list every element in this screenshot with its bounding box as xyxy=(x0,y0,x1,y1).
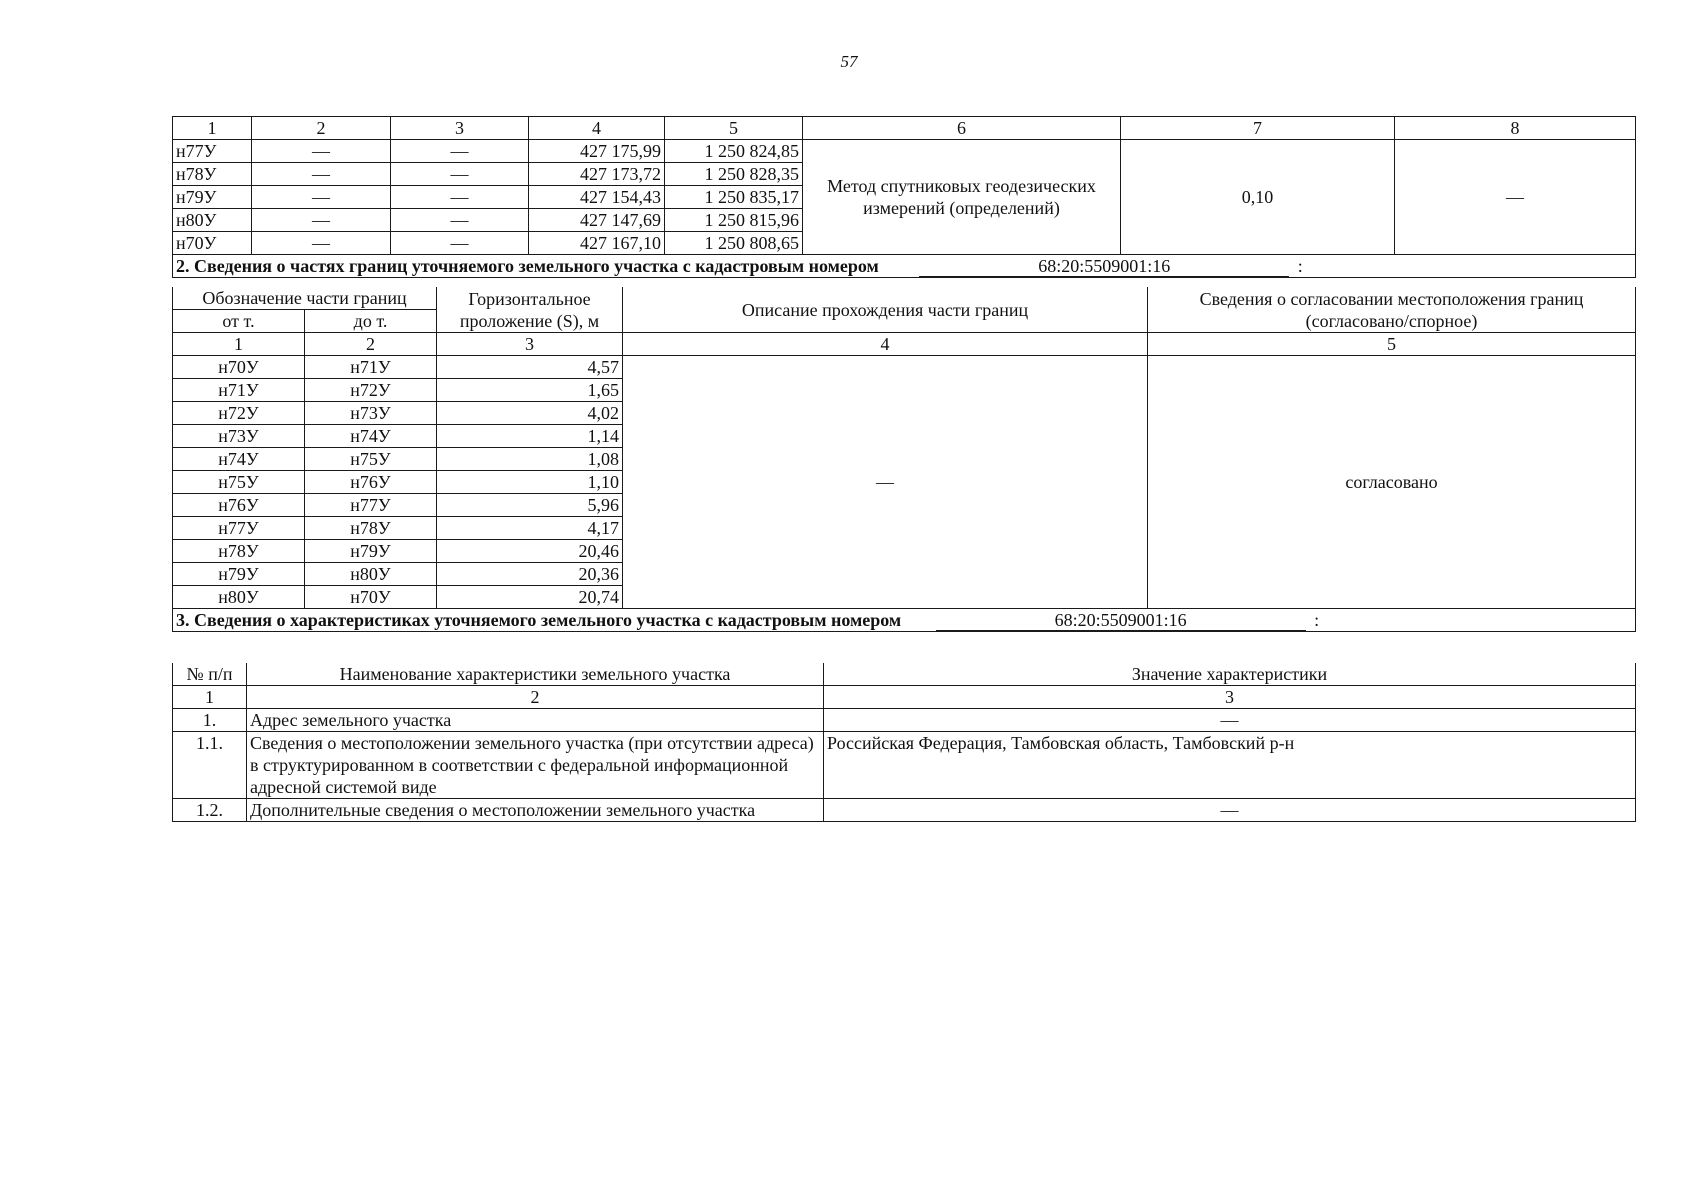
section-title-row xyxy=(173,255,1636,278)
col-num: 5 xyxy=(665,117,803,140)
col-num: 8 xyxy=(1395,117,1636,140)
distance: 5,96 xyxy=(437,494,623,517)
agreement-value: согласовано xyxy=(1148,356,1636,609)
cell-dash: — xyxy=(252,163,391,186)
section3-cadastral-number: 68:20:5509001:16 xyxy=(936,610,1306,631)
table-row xyxy=(173,709,1636,732)
cell-dash: — xyxy=(391,186,529,209)
page-number: 57 xyxy=(840,52,858,71)
cell-dash: — xyxy=(252,232,391,255)
distance: 1,10 xyxy=(437,471,623,494)
coord-x: 427 147,69 xyxy=(529,209,665,232)
to-point: н75У xyxy=(305,448,437,471)
col-num: 1 xyxy=(173,333,305,356)
col-num: 1 xyxy=(173,686,247,709)
coordinates-table xyxy=(172,116,1636,278)
coord-y: 1 250 828,35 xyxy=(665,163,803,186)
from-point: н70У xyxy=(173,356,305,379)
table-row xyxy=(173,799,1636,822)
column-numbers-row xyxy=(173,686,1636,709)
to-point: н70У xyxy=(305,586,437,609)
coord-x: 427 167,10 xyxy=(529,232,665,255)
coord-y: 1 250 808,65 xyxy=(665,232,803,255)
col-num: 2 xyxy=(247,686,824,709)
part-designation-header: Обозначение части границ xyxy=(173,287,437,310)
header-row xyxy=(173,663,1636,686)
from-point: н74У xyxy=(173,448,305,471)
col-num: 5 xyxy=(1148,333,1636,356)
distance: 20,74 xyxy=(437,586,623,609)
from-point: н78У xyxy=(173,540,305,563)
from-point: н75У xyxy=(173,471,305,494)
point-name: н80У xyxy=(173,209,252,232)
distance: 4,57 xyxy=(437,356,623,379)
distance: 1,08 xyxy=(437,448,623,471)
to-header: до т. xyxy=(305,310,437,333)
col-num: 1 xyxy=(173,117,252,140)
cell-dash: — xyxy=(391,163,529,186)
col-num: 6 xyxy=(803,117,1121,140)
row-number: 1. xyxy=(173,709,247,732)
to-point: н76У xyxy=(305,471,437,494)
col-num: 3 xyxy=(437,333,623,356)
col-num: 2 xyxy=(305,333,437,356)
from-point: н73У xyxy=(173,425,305,448)
from-point: н71У xyxy=(173,379,305,402)
section2-title: 2. Сведения о частях границ уточняемого земельного участка с кадастровым номером xyxy=(176,256,879,276)
cell-dash: — xyxy=(252,209,391,232)
coord-x: 427 175,99 xyxy=(529,140,665,163)
column-numbers-row xyxy=(173,117,1636,140)
to-point: н73У xyxy=(305,402,437,425)
row-number: 1.1. xyxy=(173,732,247,799)
header-row xyxy=(173,287,1636,310)
col-num: 4 xyxy=(623,333,1148,356)
description-value: — xyxy=(623,356,1148,609)
accuracy-cell: 0,10 xyxy=(1121,140,1395,255)
characteristic-value: Российская Федерация, Тамбовская область, Тамбовский р-н xyxy=(824,732,1636,799)
to-point: н78У xyxy=(305,517,437,540)
col-num: 7 xyxy=(1121,117,1395,140)
to-point: н71У xyxy=(305,356,437,379)
characteristic-name: Дополнительные сведения о местоположении земельного участка xyxy=(247,799,824,822)
point-name: н79У xyxy=(173,186,252,209)
to-point: н80У xyxy=(305,563,437,586)
col-num: 4 xyxy=(529,117,665,140)
value-header: Значение характеристики xyxy=(824,663,1636,686)
table-row xyxy=(173,140,1636,163)
section2-title-cell xyxy=(173,255,1636,278)
distance: 4,02 xyxy=(437,402,623,425)
horizontal-header: Горизонтальное проложение (S), м xyxy=(437,287,623,333)
row-number: 1.2. xyxy=(173,799,247,822)
distance: 20,46 xyxy=(437,540,623,563)
section3-title-cell xyxy=(173,609,1636,632)
section-title-row xyxy=(173,609,1636,632)
distance: 1,65 xyxy=(437,379,623,402)
cell-dash: — xyxy=(252,186,391,209)
from-point: н72У xyxy=(173,402,305,425)
from-point: н80У xyxy=(173,586,305,609)
to-point: н74У xyxy=(305,425,437,448)
point-name: н78У xyxy=(173,163,252,186)
characteristic-name: Сведения о местоположении земельного участка (при отсутствии адреса) в структурированном в соответствии с федеральной информационной адресной системой виде xyxy=(247,732,824,799)
coord-x: 427 173,72 xyxy=(529,163,665,186)
section2-colon: : xyxy=(1297,256,1303,276)
agreement-header: Сведения о согласовании местоположения границ (согласовано/спорное) xyxy=(1148,287,1636,333)
col8-cell: — xyxy=(1395,140,1636,255)
section3-title: 3. Сведения о характеристиках уточняемого земельного участка с кадастровым номером xyxy=(176,610,902,630)
method-cell: Метод спутниковых геодезических измерений (определений) xyxy=(803,140,1121,255)
from-point: н79У xyxy=(173,563,305,586)
to-point: н79У xyxy=(305,540,437,563)
cell-dash: — xyxy=(391,209,529,232)
name-header: Наименование характеристики земельного участка xyxy=(247,663,824,686)
distance: 4,17 xyxy=(437,517,623,540)
coord-y: 1 250 835,17 xyxy=(665,186,803,209)
section3-colon: : xyxy=(1314,610,1320,630)
table-row xyxy=(173,356,1636,379)
num-header: № п/п xyxy=(173,663,247,686)
col-num: 3 xyxy=(391,117,529,140)
boundary-parts-table xyxy=(172,287,1636,632)
section2-cadastral-number: 68:20:5509001:16 xyxy=(919,256,1289,277)
to-point: н77У xyxy=(305,494,437,517)
distance: 20,36 xyxy=(437,563,623,586)
point-name: н77У xyxy=(173,140,252,163)
characteristic-value: — xyxy=(824,799,1636,822)
table-row xyxy=(173,732,1636,799)
distance: 1,14 xyxy=(437,425,623,448)
from-point: н77У xyxy=(173,517,305,540)
cell-dash: — xyxy=(391,140,529,163)
coord-y: 1 250 824,85 xyxy=(665,140,803,163)
coord-y: 1 250 815,96 xyxy=(665,209,803,232)
characteristic-value: — xyxy=(824,709,1636,732)
cell-dash: — xyxy=(252,140,391,163)
characteristics-table xyxy=(172,663,1636,822)
column-numbers-row xyxy=(173,333,1636,356)
characteristic-name: Адрес земельного участка xyxy=(247,709,824,732)
point-name: н70У xyxy=(173,232,252,255)
coord-x: 427 154,43 xyxy=(529,186,665,209)
col-num: 2 xyxy=(252,117,391,140)
cell-dash: — xyxy=(391,232,529,255)
col-num: 3 xyxy=(824,686,1636,709)
description-header: Описание прохождения части границ xyxy=(623,287,1148,333)
to-point: н72У xyxy=(305,379,437,402)
from-point: н76У xyxy=(173,494,305,517)
from-header: от т. xyxy=(173,310,305,333)
